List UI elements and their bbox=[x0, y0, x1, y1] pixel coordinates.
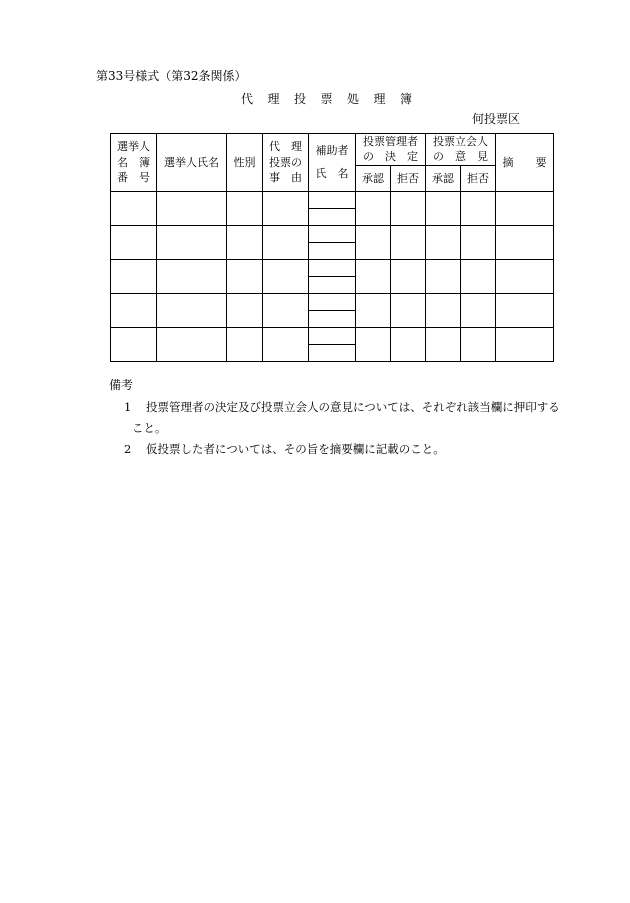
form-label: 第33号様式（第32条関係） bbox=[96, 69, 247, 83]
table-cell[interactable] bbox=[391, 259, 426, 293]
table-row bbox=[111, 293, 554, 310]
header-gender: 性別 bbox=[227, 134, 263, 192]
table-cell[interactable] bbox=[461, 225, 496, 259]
table-cell[interactable] bbox=[309, 327, 356, 344]
table-cell[interactable] bbox=[426, 259, 461, 293]
table-cell[interactable] bbox=[157, 327, 227, 361]
table-cell[interactable] bbox=[391, 327, 426, 361]
header-manager-approve: 承認 bbox=[356, 165, 391, 191]
table-cell[interactable] bbox=[111, 327, 157, 361]
header-remarks: 摘 要 bbox=[496, 134, 554, 192]
table-cell[interactable] bbox=[496, 225, 554, 259]
note-text: 投票管理者の決定及び投票立会人の意見については、それぞれ該当欄に押印する bbox=[146, 400, 560, 414]
note-text: 仮投票した者については、その旨を摘要欄に記載のこと。 bbox=[146, 442, 445, 456]
document-title: 代理投票処理簿 bbox=[241, 92, 427, 106]
table-cell[interactable] bbox=[227, 225, 263, 259]
table-row bbox=[111, 327, 554, 344]
table-cell[interactable] bbox=[426, 293, 461, 327]
table-cell[interactable] bbox=[309, 344, 356, 361]
table-cell[interactable] bbox=[496, 191, 554, 225]
table-cell[interactable] bbox=[263, 191, 309, 225]
table-cell[interactable] bbox=[157, 191, 227, 225]
table-cell[interactable] bbox=[309, 276, 356, 293]
table-cell[interactable] bbox=[461, 191, 496, 225]
table-cell[interactable] bbox=[111, 293, 157, 327]
table-cell[interactable] bbox=[461, 259, 496, 293]
notes-heading: 備考 bbox=[109, 378, 134, 392]
table-cell[interactable] bbox=[461, 293, 496, 327]
table-cell[interactable] bbox=[461, 327, 496, 361]
table-cell[interactable] bbox=[263, 327, 309, 361]
note-number: 1 bbox=[124, 400, 132, 414]
note-number: 2 bbox=[124, 442, 132, 456]
table-cell[interactable] bbox=[426, 191, 461, 225]
table-cell[interactable] bbox=[227, 327, 263, 361]
header-witness-approve: 承認 bbox=[426, 165, 461, 191]
proxy-vote-table bbox=[110, 133, 554, 362]
note-item-2 bbox=[124, 441, 445, 457]
table-cell[interactable] bbox=[263, 259, 309, 293]
table-cell[interactable] bbox=[309, 293, 356, 310]
table-cell[interactable] bbox=[391, 293, 426, 327]
note-item-1-continuation: こと。 bbox=[132, 421, 167, 435]
header-manager-decision: 投票管理者 の 決 定 bbox=[356, 134, 426, 166]
table-cell[interactable] bbox=[496, 259, 554, 293]
table-cell[interactable] bbox=[309, 242, 356, 259]
header-voter-name: 選挙人氏名 bbox=[157, 134, 227, 192]
header-proxy-reason: 代 理 投票の 事 由 bbox=[263, 134, 309, 192]
header-assistant-name: 補助者 氏 名 bbox=[309, 134, 356, 192]
table-cell[interactable] bbox=[263, 225, 309, 259]
header-witness-opinion: 投票立会人 の 意 見 bbox=[426, 134, 496, 166]
table-cell[interactable] bbox=[227, 191, 263, 225]
table-cell[interactable] bbox=[227, 259, 263, 293]
table-cell[interactable] bbox=[356, 225, 391, 259]
table-cell[interactable] bbox=[356, 259, 391, 293]
table-cell[interactable] bbox=[263, 293, 309, 327]
table-cell[interactable] bbox=[111, 225, 157, 259]
table-cell[interactable] bbox=[309, 259, 356, 276]
header-registry-number: 選挙人 名 簿 番 号 bbox=[111, 134, 157, 192]
note-item-1 bbox=[124, 399, 560, 415]
table-cell[interactable] bbox=[391, 225, 426, 259]
table-cell[interactable] bbox=[496, 327, 554, 361]
table-cell[interactable] bbox=[309, 191, 356, 208]
header-manager-refuse: 拒否 bbox=[391, 165, 426, 191]
table-cell[interactable] bbox=[356, 293, 391, 327]
table-row bbox=[111, 225, 554, 242]
table-cell[interactable] bbox=[496, 293, 554, 327]
table-row bbox=[111, 191, 554, 208]
table-cell[interactable] bbox=[111, 191, 157, 225]
table-row bbox=[111, 259, 554, 276]
table-cell[interactable] bbox=[157, 293, 227, 327]
district-label: 何投票区 bbox=[472, 112, 521, 126]
table-cell[interactable] bbox=[157, 259, 227, 293]
header-witness-refuse: 拒否 bbox=[461, 165, 496, 191]
table-cell[interactable] bbox=[309, 310, 356, 327]
table-cell[interactable] bbox=[309, 225, 356, 242]
table-cell[interactable] bbox=[391, 191, 426, 225]
table-cell[interactable] bbox=[426, 225, 461, 259]
table-cell[interactable] bbox=[356, 327, 391, 361]
table-cell[interactable] bbox=[227, 293, 263, 327]
table-cell[interactable] bbox=[157, 225, 227, 259]
table-cell[interactable] bbox=[111, 259, 157, 293]
table-cell[interactable] bbox=[426, 327, 461, 361]
table-cell[interactable] bbox=[309, 208, 356, 225]
table-cell[interactable] bbox=[356, 191, 391, 225]
